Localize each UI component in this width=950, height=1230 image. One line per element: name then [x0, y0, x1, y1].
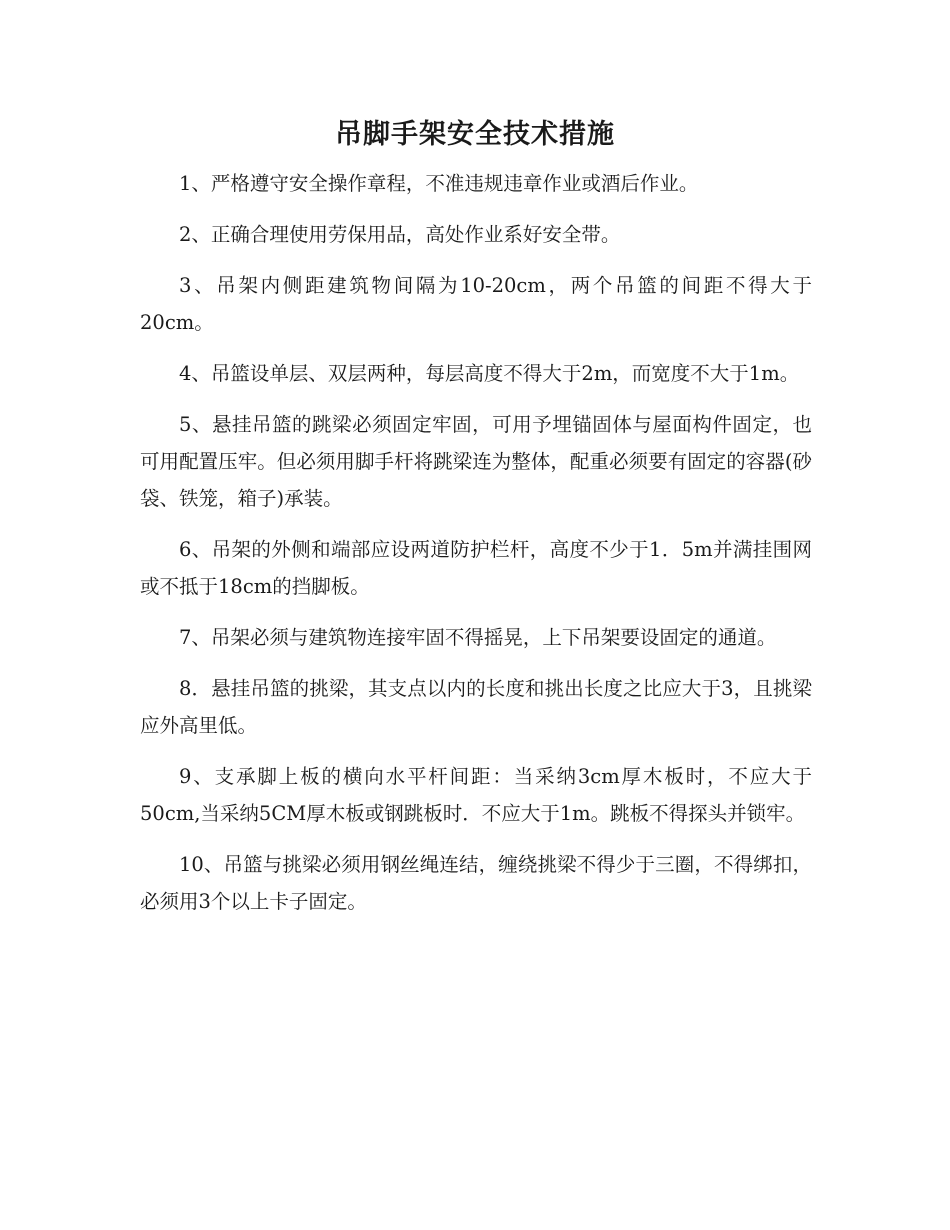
paragraph-3: 3、吊架内侧距建筑物间隔为10-20cm，两个吊篮的间距不得大于20cm。 [140, 274, 812, 334]
document-body [140, 165, 812, 934]
paragraph-1: 1、严格遵守安全操作章程，不准违规违章作业或酒后作业。 [179, 172, 699, 195]
paragraph-7: 7、吊架必须与建筑物连接牢固不得摇晃，上下吊架要设固定的通道。 [179, 626, 777, 649]
document-title: 吊脚手架安全技术措施 [335, 119, 615, 150]
paragraph-5: 5、悬挂吊篮的跳梁必须固定牢固，可用予埋锚固体与屋面构件固定，也可用配置压牢。但必须用脚手杆将跳梁连为整体，配重必须要有固定的容器(砂袋、铁笼，箱子)承装。 [140, 413, 812, 510]
paragraph-4: 4、吊篮设单层、双层两种，每层高度不得大于2m，而宽度不大于1m。 [179, 362, 800, 385]
paragraph-2: 2、正确合理使用劳保用品，高处作业系好安全带。 [179, 223, 621, 246]
paragraph-10: 10、吊篮与挑梁必须用钢丝绳连结，缠绕挑梁不得少于三圈，不得绑扣，必须用3个以上卡子固定。 [140, 853, 812, 913]
paragraph-8: 8．悬挂吊篮的挑梁，其支点以内的长度和挑出长度之比应大于3，且挑梁应外高里低。 [140, 677, 812, 737]
paragraph-9: 9、支承脚上板的横向水平杆间距：当采纳3cm厚木板时，不应大于50cm,当采纳5CM厚木板或钢跳板时．不应大于1m。跳板不得探头并锁牢。 [140, 765, 812, 825]
paragraph-6: 6、吊架的外侧和端部应设两道防护栏杆，高度不少于1．5m并满挂围网或不抵于18cm的挡脚板。 [140, 538, 812, 598]
